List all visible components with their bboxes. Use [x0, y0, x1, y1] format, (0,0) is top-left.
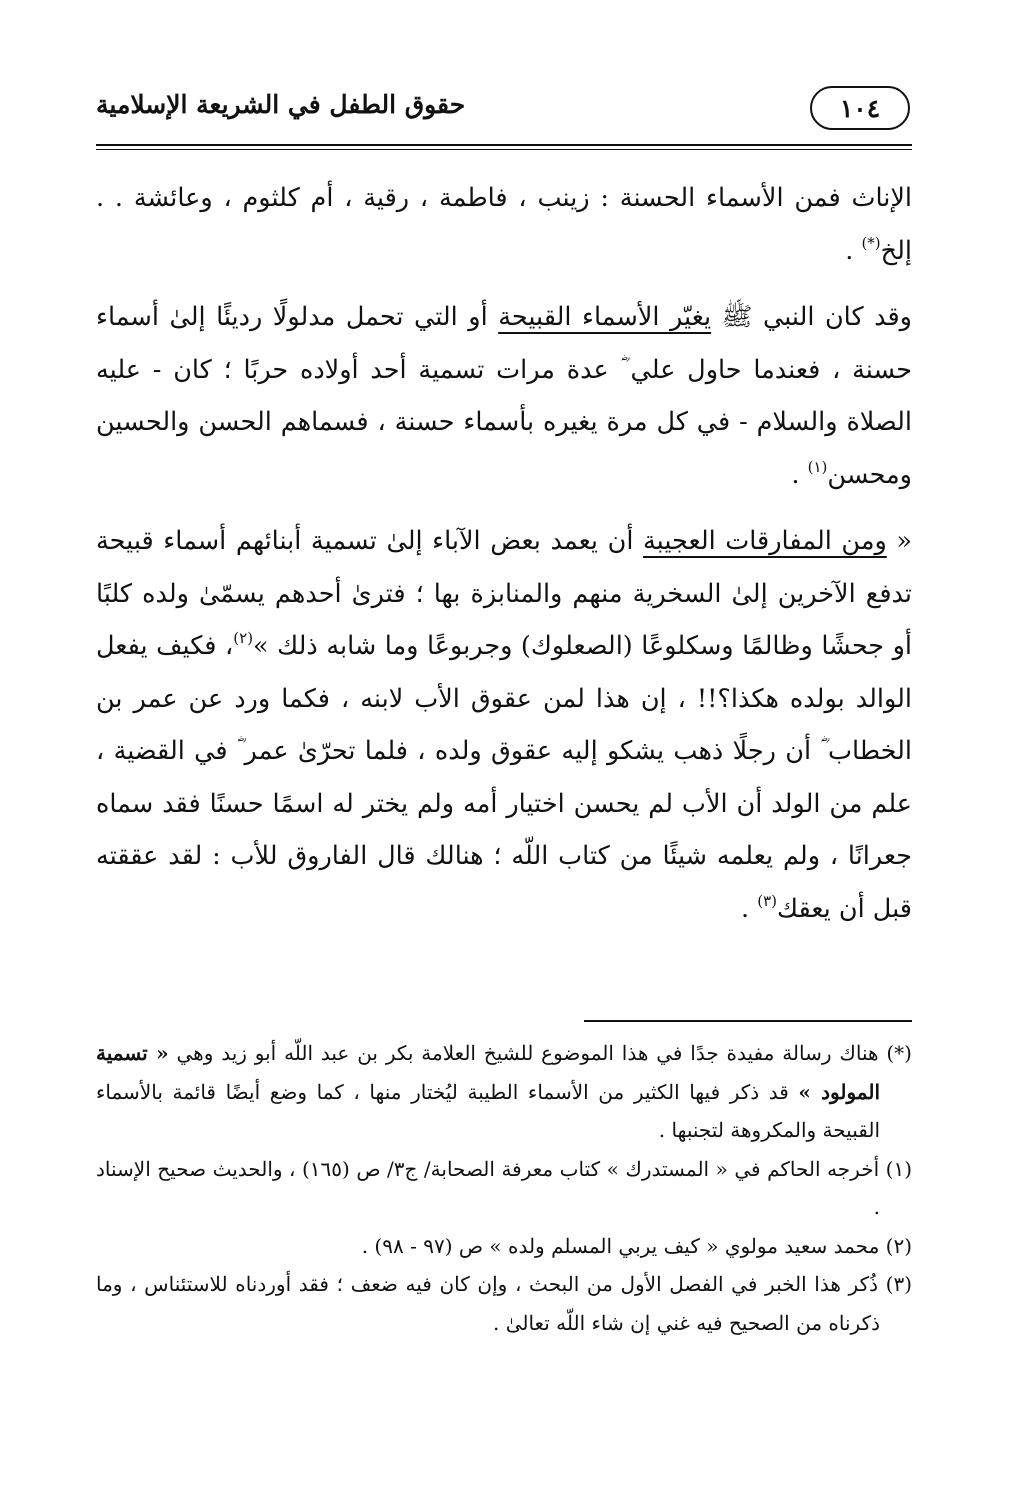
footnote-1: (١) أخرجه الحاكم في « المستدرك » كتاب معرفة الصحابة/ ج٣/ ص (١٦٥) ، والحديث صحيح الإسناد .	[96, 1156, 912, 1219]
paragraph-3	[96, 515, 912, 935]
footnote-star-ref: (*)	[861, 233, 881, 252]
footnote-3: (٣) ذُكر هذا الخبر في الفصل الأول من البحث ، وإن كان فيه ضعف ؛ فقد أوردناه للاستئناس ، وما ذكرناه من الصحيح فيه غني إن شاء اللّه تعالىٰ .	[96, 1272, 912, 1335]
paragraph-2-end: .	[791, 459, 800, 490]
footnotes	[96, 1034, 912, 1342]
paragraph-3-text-b: ، فكيف يفعل الوالد بولده هكذا؟!! ، إن هذا لمن عقوق الأب لابنه ، فكما ورد عن عمر بن الخطاب ؓ أن رجلًا ذهب يشكو إليه عقوق ولده ، فلما تحرّىٰ عمر ؓ في القضية ، علم من الولد أن الأب لم يحسن اختيار أمه ولم يختر له اسمًا حسنًا فقد سماه جعرانًا ، ولم يعلمه شيئًا من كتاب اللّه ؛ هنالك قال الفاروق للأب : لقد عققته قبل أن يعقك	[96, 631, 912, 924]
header-rule-thick	[96, 144, 912, 146]
footnote-2: (٢) محمد سعيد مولوي « كيف يربي المسلم ولده » ص (٩٧ - ٩٨) .	[361, 1233, 912, 1258]
footnote-separator	[584, 1020, 912, 1022]
paragraph-2-text-b: أو التي تحمل مدلولًا رديئًا إلىٰ أسماء حسنة ، فعندما حاول علي ؓ عدة مرات تسمية أحد أولاده حربًا ؛ كان - عليه الصلاة والسلام - في كل مرة يغيره بأسماء حسنة ، فسماهم الحسن والحسين ومحسن	[96, 302, 912, 490]
paragraph-2	[96, 291, 912, 501]
book-title: « تسمية المولود »	[96, 1041, 880, 1104]
main-text	[96, 172, 912, 935]
paragraph-3-end: .	[740, 893, 750, 924]
running-title: حقوق الطفل في الشريعة الإسلامية	[96, 90, 466, 119]
paragraph-1	[96, 172, 912, 277]
paragraph-1-text: الإناث فمن الأسماء الحسنة : زينب ، فاطمة ، رقية ، أم كلثوم ، وعائشة . . إلخ	[96, 183, 912, 266]
underlined-phrase-2: ومن المفارقات العجيبة	[643, 526, 887, 556]
page-number: ١٠٤	[810, 86, 910, 130]
footnote-2-ref: (٢)	[233, 629, 254, 647]
paragraph-1-end: .	[845, 235, 854, 266]
footnote-3-ref: (٣)	[757, 891, 777, 910]
footnote-star	[96, 1034, 912, 1150]
footnote-1-ref: (١)	[807, 457, 828, 476]
quote-open: «	[886, 526, 912, 556]
page-header	[96, 86, 912, 138]
footnote-star-mark: (*)	[886, 1041, 912, 1065]
paragraph-2-text-a: وقد كان النبي ﷺ	[711, 302, 912, 332]
underlined-phrase-1: يغيّر الأسماء القبيحة	[498, 302, 712, 332]
paragraph-3-text-a: أن يعمد بعض الآباء إلىٰ تسمية أبنائهم أسماء قبيحة تدفع الآخرين إلىٰ السخرية منهم والمنابزة بها ؛ فترىٰ أحدهم يسمّىٰ ولده كلبًا أو جحشًا وظالمًا وسكلوعًا (الصعلوك) وجربوعًا وما شابه ذلك »	[96, 526, 912, 661]
footnote-star-text-c: قد ذكر فيها الكثير من الأسماء الطيبة ليُختار منها ، كما وضع أيضًا قائمة بالأسماء القبيحة والمكروهة لتجنبها .	[96, 1079, 880, 1142]
footnote-star-text-a: هناك رسالة مفيدة جدًا في هذا الموضوع للشيخ العلامة بكر بن عبد اللّه أبو زيد وهي	[168, 1041, 887, 1065]
header-rule-thin	[96, 149, 912, 150]
